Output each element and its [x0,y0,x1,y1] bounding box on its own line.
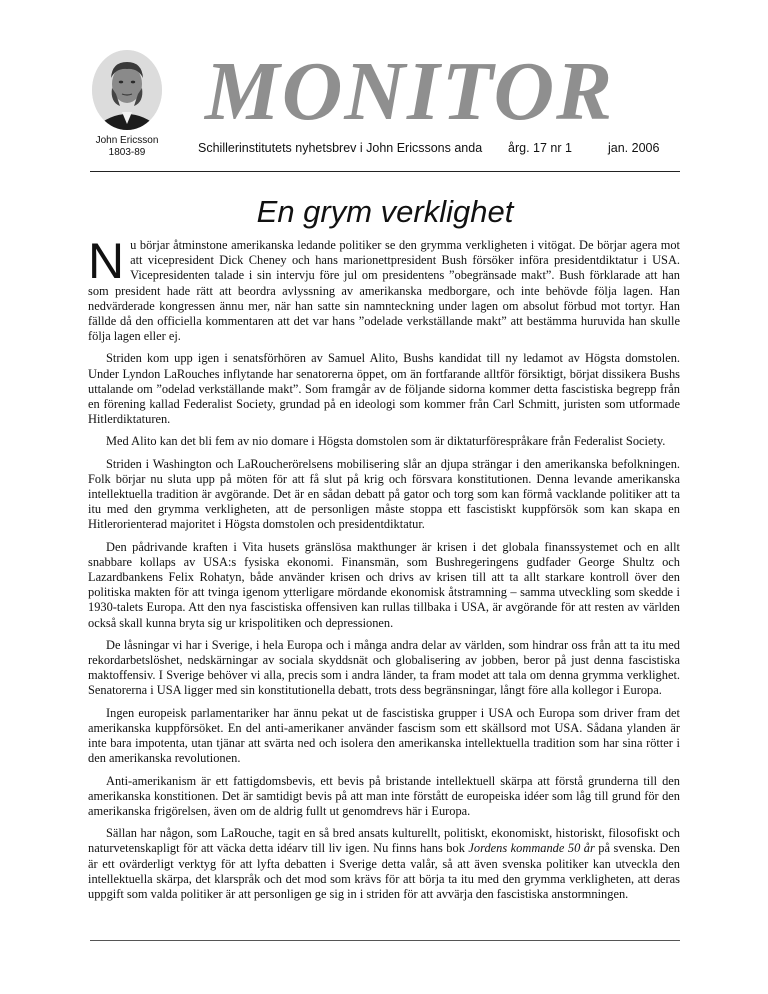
masthead-rule [90,171,680,172]
portrait-caption [92,135,162,159]
john-ericsson-portrait [92,50,162,130]
portrait-image [92,50,162,130]
article-body [88,233,680,909]
paragraph-3: Med Alito kan det bli fem av nio domare i Högsta domstolen som är diktaturförespråkare från Federalist Society. [106,434,666,449]
paragraph-4: Striden i Washington och LaRoucherörelsens mobilisering slår an djupa strängar i den amerikanska befolkningen. Folk börjar nu sluta upp på möten för att få slut på krig och försvara konstitutionen. Denna levande amerikanska intellektuella tradition är avgörande. Det är en sådan debatt på gator och torg som kan förmå vacklande politiker att ta itu med den grymma verkligheten, att de personligen måste stoppa ett fascistiskt kuppförsök som kan skapa en Hitlerorienterad majoritet i Högsta domstolen och presidentdiktatur. [88,456,680,532]
paragraph-9 [88,826,680,902]
portrait-name: John Ericsson [95,135,159,146]
paragraph-5: Den pådrivande kraften i Vita husets gränslösa makthunger är krisen i det globala finanssystemet och en allt snabbare kollaps av USA:s fysiska ekonomi. Finansmän, som Bushregeringens gudfader George Shultz och Lazardbankens Felix Rohatyn, både använder krisen och drivs av krisen till att ta allt starkare kontroll över den politiska makten för att tvinga igenom ytterligare mördande ekonomisk åtstramning – samma utveckling som skedde i 1930-talets Europa. Att den nya fascistiska offensiven kan rullas tillbaka i USA, är avgörande för att resten av världen också skall kunna bryta sig ur krispolitiken och depressionen. [88,539,680,630]
drop-cap: N [88,233,125,289]
issue-number: årg. 17 nr 1 [508,141,572,155]
portrait-years: 1803-89 [108,147,146,158]
footer-rule [90,940,680,941]
paragraph-7: Ingen europeisk parlamentariker har ännu pekat ut de fascistiska grupper i USA och Europa som driver fram det amerikanska kuppförsöket. En del anti-amerikaner använder fascism som ett skällsord mot USA. Sådana ylanden är inte bara impotenta, utan tjänar att svärta ned och isolera den amerikanska intellektuella tradition som har sina rötter i den amerikanska revolutionen. [88,705,680,766]
paragraph-1-text: u börjar åtminstone amerikanska ledande politiker se den grymma verkligheten i vitögat. De börjar agera mot att vicepresident Dick Cheney och hans marionettpresident Bush försöker införa presidentdiktatur i USA. Vicepresidenten talade i sin intervju före jul om presidentens ”obegränsade makt”. Bush förklarade att han som president hade rätt att beordra avlyssning av amerikanska medborgare, och inte behövde följa lagen. Han nedvärderade kongressen ännu mer, när han satte sin namnteckning under lagen om absolut förbud mot tortyr. Han fällde då den officiella kommentaren att det var hans ”odelade verkställande makt” att bestämma huruvida han skulle följa lagen eller ej. [88,238,680,344]
article-headline: En grym verklighet [256,194,514,229]
book-title: Jordens kommande 50 år [468,841,595,856]
tagline: Schillerinstitutets nyhetsbrev i John Ericssons anda [198,141,483,155]
masthead [0,0,768,180]
paragraph-2: Striden kom upp igen i senatsförhören av Samuel Alito, Bushs kandidat till ny ledamot av Högsta domstolen. Under Lyndon LaRouches inflytande har senatorerna öppet, om än fortfarande alltför försiktigt, börjat dissikera Bushs uttalande om ”odelad verkställande makt”. Som framgår av de följande sidorna kommer detta fascistiska begrepp från en förening kallad Federalist Society, grundad på en ideologi som kommer från Carl Schmitt, juristen som utformade Hitlerdiktaturen. [88,351,680,427]
paragraph-6: De låsningar vi har i Sverige, i hela Europa och i många andra delar av världen, som hindrar oss från att ta itu med rekordarbetslöshet, nedskärningar av sociala skyddsnät och globalisering av jobben, beror på just denna fascistiska maktoffensiv. I Sverige behöver vi alla, precis som i andra länder, ta fram modet att tala om denna grymma verklighet. Senatorerna i USA ligger med sin konstitutionella debatt, trots dess begränsningar, långt före alla kollegor i Europa. [88,637,680,698]
newsletter-title: MONITOR [205,45,615,138]
paragraph-9-start: Sällan har någon, som LaRouche, tagit en så bred ansats kulturellt, politiskt, ekonomiskt, historiskt, filosofiskt och naturvetenskapligt för att väcka detta idéarv till liv igen. Nu finns hans bok [88,826,680,856]
issue-date: jan. 2006 [608,141,660,155]
paragraph-9-end: på svenska. Den är ett ovärderligt verktyg för att lyfta debatten i Sverige detta valår, så att även svenska politiker kan utveckla den intellektuella skärpa, det klarspråk och det mod som krävs för att börja ta itu med den grymma verkligheten, att deras uppgift som valda politiker är att personligen ge sig in i striden för att avvärja den fascistiska anstormningen. [88,841,680,901]
paragraph-8: Anti-amerikanism är ett fattigdomsbevis, ett bevis på bristande intellektuell skärpa att förstå grunderna till den amerikanska konstitionen. Det är samtidigt bevis på att man inte förstått de europeiska idéer som låg till grund för den amerikanska frigörelsen, även om de aldrig fullt ut genomdrevs här i Europa. [88,773,680,818]
paragraph-1 [88,233,680,344]
